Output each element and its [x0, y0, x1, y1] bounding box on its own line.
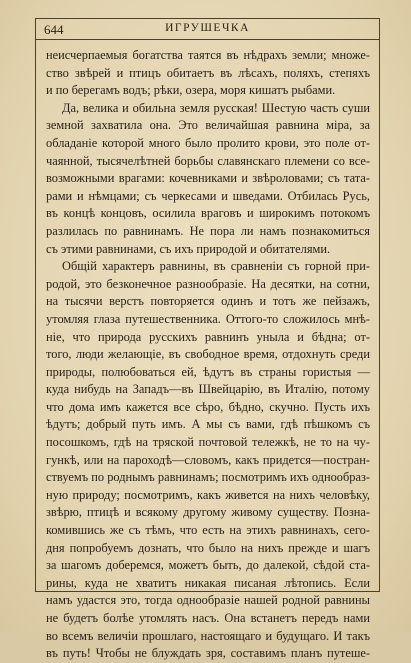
text-line: комившись же съ тѣмъ, что есть на этихъ равнинахъ, сего-: [46, 523, 370, 538]
text-line: возможными врагами: кочевниками и звѣроловами; съ тата-: [46, 171, 370, 186]
text-line: родой, это безконечное разнообразіе. На десятки, на сотни,: [46, 276, 370, 291]
text-line: въ путь! Чтобы не блуждать зря, составимъ планъ путеше-: [46, 646, 370, 661]
text-line: куда нибудь на Западъ—въ Швейцарію, въ Италію, потому: [46, 382, 370, 397]
text-line: ную природу; посмотримъ, какъ живется на нихъ человѣку,: [46, 487, 370, 502]
text-line: ство звѣрей и птицъ обитаетъ въ лѣсахъ, поляхъ, степяхъ: [46, 65, 370, 80]
text-line: за шагомъ доберемся, можетъ быть, до далекой, сѣдой ста-: [46, 558, 370, 573]
text-line: утомляя глаза путешественника. Оттого-то сложилось мнѣ-: [46, 311, 370, 326]
text-line: земной захватила она. Это величайшая равнина міра, за: [46, 118, 370, 133]
text-line: обладаніе которой много было пролито крови, это поле от-: [46, 135, 370, 150]
text-line: Да, велика и обильна земля русская! Шестую часть суши: [62, 100, 370, 115]
text-line: Общій характеръ равнины, въ сравненіи съ горной при-: [62, 259, 370, 274]
text-line: ѣдутъ; добрый путь имъ. А мы съ вами, гдѣ пѣшкомъ съ: [46, 417, 370, 432]
text-line: не будетъ болѣе утомлять насъ. Она встанетъ передъ нами: [46, 611, 370, 625]
body-text: [46, 47, 370, 663]
text-line: звѣрю, птицѣ и всякому другому живому существу. Позна-: [46, 505, 370, 520]
text-line: неисчерпаемыя богатства таятся въ нѣдрахъ земли; множе-: [46, 48, 370, 62]
text-line: разлилась по равнинамъ. Не пора ли намъ познакомиться: [46, 223, 370, 238]
text-line: и по берегамъ водъ; рѣки, озера, моря кишатъ рыбами.: [46, 83, 336, 98]
text-line: рами и нѣмцами; съ черкесами и шведами. Отбилась Русь,: [46, 188, 370, 203]
text-line: во всемъ величіи прошлаго, настоящаго и будущаго. И такъ: [46, 628, 370, 643]
text-line: того, люди желающіе, въ свободное время, отдохнуть среди: [46, 347, 370, 362]
text-line: на тысячи верстъ повторяется одинъ и тотъ же пейзажъ,: [46, 294, 370, 309]
text-line: ствуемъ по роднымъ равнинамъ; посмотримъ ихъ однообраз-: [46, 470, 370, 485]
text-line: рины, куда не хватитъ никакая писаная лѣтопись. Если: [46, 575, 370, 590]
text-line: намъ удастся это, тогда однообразіе нашей родной равнины: [46, 593, 370, 608]
text-line: посошкомъ, гдѣ на тряской почтовой тележкѣ, не то на чу-: [46, 435, 370, 450]
running-title: ИГРУШЕЧКА: [165, 22, 250, 34]
text-line: въ концѣ концовъ, осилила враговъ и широкимъ потокомъ: [46, 206, 370, 221]
text-line: съ этими равнинами, съ ихъ природой и обитателями.: [46, 241, 331, 256]
text-line: чаянной, тысячелѣтней борьбы славянскаго племени со все-: [46, 153, 370, 168]
text-line: что дома имъ кажется все сѣро, бѣдно, скучно. Пусть ихъ: [46, 399, 370, 414]
text-line: дня попробуемъ дознать, что было на нихъ прежде и шагъ: [46, 540, 370, 555]
text-line: природы, полюбоваться ей, ѣдутъ въ страны гористыя —: [46, 364, 370, 379]
text-line: ніе, что природа русскихъ равнинъ уныла и бѣдна; от-: [46, 329, 370, 344]
page-number: 644: [44, 22, 64, 37]
page-header: [35, 20, 380, 40]
text-line: гункѣ, или на пароходѣ—словомъ, какъ придется—постран-: [46, 452, 370, 467]
